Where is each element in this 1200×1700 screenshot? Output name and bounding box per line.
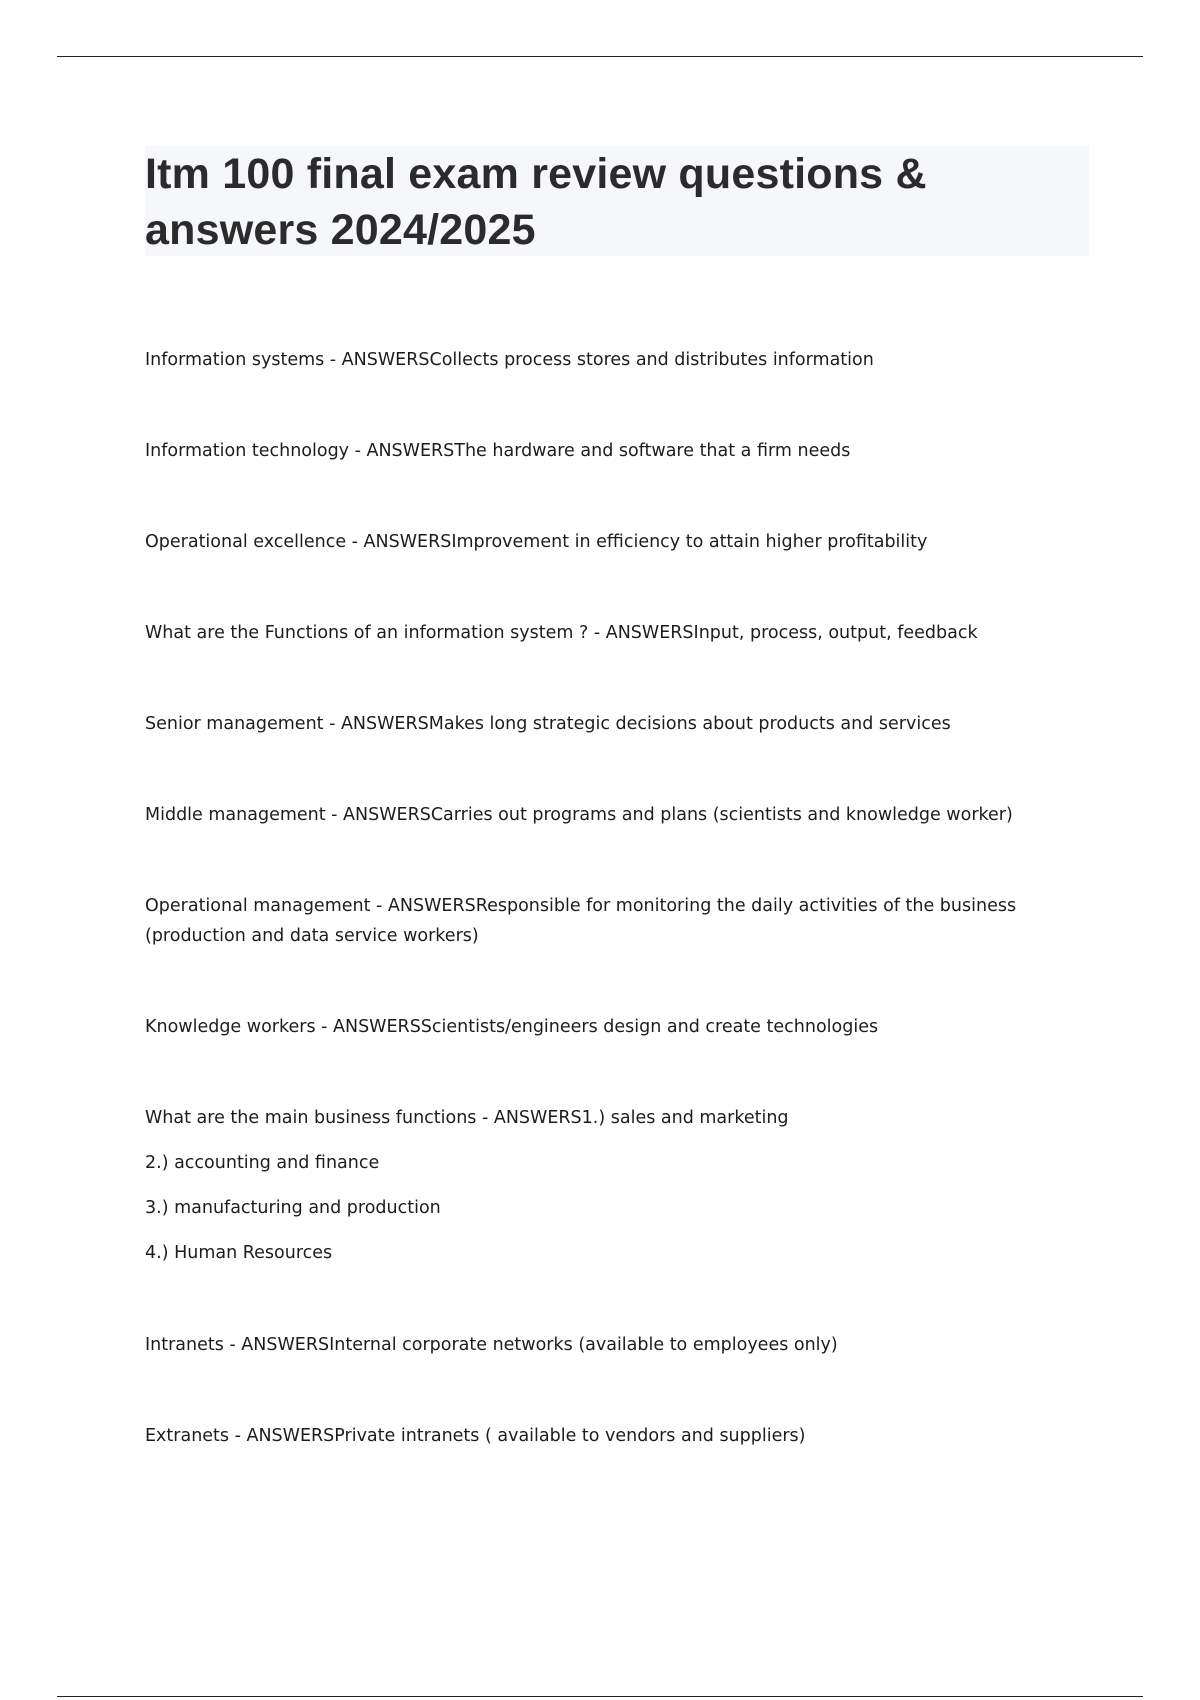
qa-text: What are the main business functions - ANSWERS1.) sales and marketing bbox=[145, 1108, 789, 1128]
qa-item bbox=[145, 527, 1075, 557]
qa-text: Operational excellence - ANSWERSImprovement in efficiency to attain higher profitability bbox=[145, 532, 928, 552]
qa-item bbox=[145, 1330, 1075, 1360]
list-item: 3.) manufacturing and production bbox=[145, 1198, 441, 1218]
qa-text: What are the Functions of an information system ? - ANSWERSInput, process, output, feedback bbox=[145, 623, 978, 643]
qa-text: Operational management - ANSWERSResponsible for monitoring the daily activities of the business (production and data service workers) bbox=[145, 896, 1017, 946]
qa-text: Senior management - ANSWERSMakes long strategic decisions about products and services bbox=[145, 714, 951, 734]
top-rule bbox=[57, 56, 1143, 57]
qa-item bbox=[145, 1012, 1075, 1042]
qa-text: Knowledge workers - ANSWERSScientists/engineers design and create technologies bbox=[145, 1017, 879, 1037]
qa-item bbox=[145, 800, 1075, 830]
qa-text: Extranets - ANSWERSPrivate intranets ( available to vendors and suppliers) bbox=[145, 1426, 806, 1446]
qa-text: Middle management - ANSWERSCarries out programs and plans (scientists and knowledge worker) bbox=[145, 805, 1013, 825]
qa-text: Information systems - ANSWERSCollects process stores and distributes information bbox=[145, 350, 874, 370]
title-box bbox=[145, 146, 1089, 256]
qa-item bbox=[145, 891, 1045, 951]
qa-item bbox=[145, 709, 1075, 739]
list-item: 2.) accounting and finance bbox=[145, 1153, 380, 1173]
qa-item bbox=[145, 1421, 1075, 1451]
page-title: Itm 100 final exam review questions & answers 2024/2025 bbox=[145, 150, 927, 254]
qa-item bbox=[145, 345, 1075, 375]
qa-item bbox=[145, 436, 1075, 466]
qa-item bbox=[145, 618, 1075, 648]
qa-text: Information technology - ANSWERSThe hardware and software that a firm needs bbox=[145, 441, 851, 461]
bottom-rule bbox=[57, 1696, 1143, 1697]
qa-text: Intranets - ANSWERSInternal corporate networks (available to employees only) bbox=[145, 1335, 838, 1355]
qa-item-business-functions bbox=[145, 1103, 1075, 1268]
list-item: 4.) Human Resources bbox=[145, 1243, 333, 1263]
